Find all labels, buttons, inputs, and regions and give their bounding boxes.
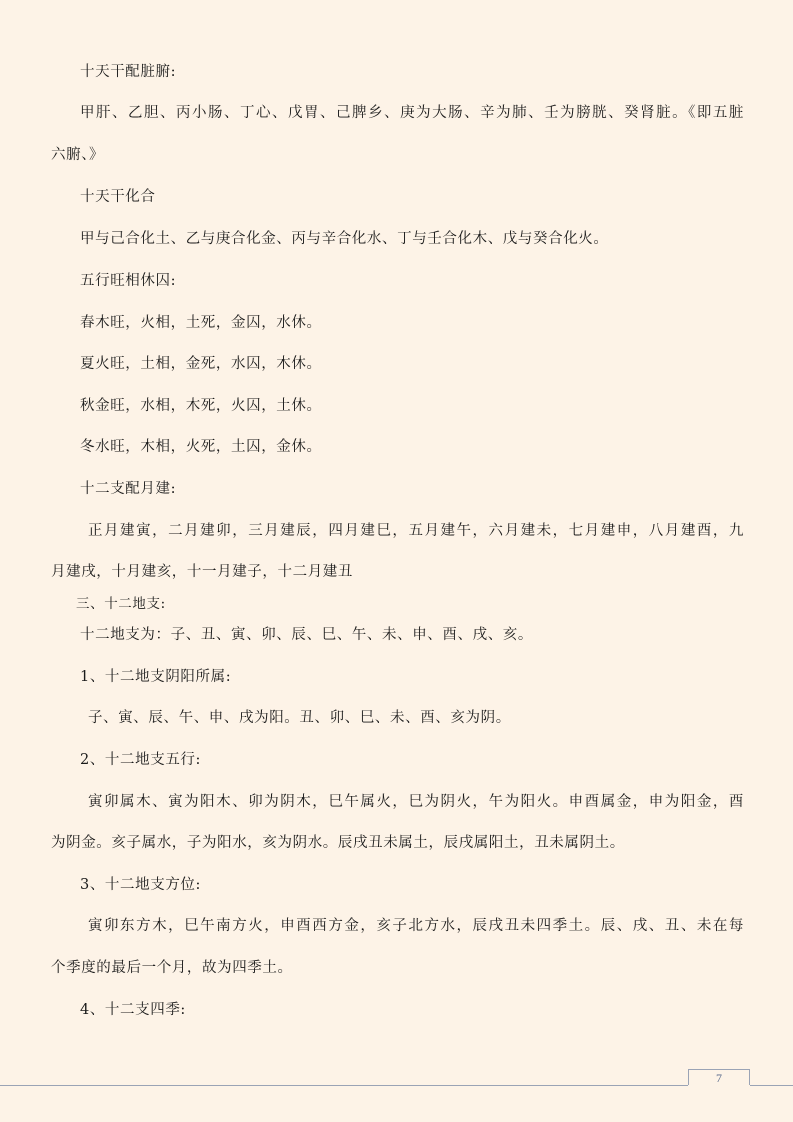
paragraph-branches-five-elements-line2: 为阴金。亥子属水，子为阳水，亥为阴水。辰戌丑未属土，辰戌属阳土，丑未属阴土。: [51, 835, 625, 851]
footer-rule-left: [0, 1085, 688, 1086]
heading-stems-organs: 十天干配脏腑:: [80, 64, 177, 80]
paragraph-winter: 冬水旺，木相，火死，土囚，金休。: [80, 439, 322, 455]
heading-branches-directions: 3、十二地支方位:: [80, 877, 202, 893]
paragraph-branches-yin-yang: 子、寅、辰、午、申、戌为阳。丑、卯、巳、未、酉、亥为阴。: [88, 710, 511, 726]
heading-stems-combination: 十天干化合: [80, 189, 156, 205]
paragraph-branches-months-line2: 月建戌，十月建亥，十一月建子，十二月建丑: [51, 564, 353, 580]
paragraph-autumn: 秋金旺，水相，木死，火囚，土休。: [80, 398, 322, 414]
paragraph-stems-combination: 甲与己合化土、乙与庚合化金、丙与辛合化水、丁与壬合化木、戊与癸合化火。: [80, 231, 609, 247]
paragraph-branches-months-line1: 正月建寅，二月建卯，三月建辰，四月建巳，五月建午，六月建未，七月建申，八月建酉，九: [88, 523, 744, 539]
paragraph-branches-five-elements-line1: 寅卯属木、寅为阳木、卯为阴木，巳午属火，巳为阴火，午为阳火。申酉属金，申为阳金，酉: [88, 794, 744, 810]
paragraph-branches-list: 十二地支为：子、丑、寅、卯、辰、巳、午、未、申、酉、戌、亥。: [80, 627, 533, 643]
paragraph-branches-directions-line2: 个季度的最后一个月，故为四季土。: [51, 960, 293, 976]
page-number: 7: [716, 1071, 722, 1085]
footer-rule-right: [750, 1085, 793, 1086]
paragraph-branches-directions-line1: 寅卯东方木，巳午南方火，申酉西方金，亥子北方水，辰戌丑未四季土。辰、戌、丑、未在每: [88, 918, 744, 934]
paragraph-spring: 春木旺，火相，土死，金囚，水休。: [80, 315, 322, 331]
paragraph-summer: 夏火旺，土相，金死，水囚，木休。: [80, 356, 322, 372]
heading-branches-months: 十二支配月建:: [80, 481, 177, 497]
paragraph-stems-organs-line1: 甲肝、乙胆、丙小肠、丁心、戊胃、己脾乡、庚为大肠、辛为肺、壬为膀胱、癸肾脏。《即五脏: [80, 105, 744, 121]
section-title-earthly-branches: 三、十二地支:: [76, 596, 166, 612]
paragraph-stems-organs-line2: 六腑、》: [51, 147, 105, 163]
heading-five-elements-seasons: 五行旺相休囚:: [80, 273, 177, 289]
heading-branches-yin-yang: 1、十二地支阴阳所属:: [80, 669, 232, 685]
heading-branches-five-elements: 2、十二地支五行:: [80, 752, 202, 768]
heading-branches-seasons: 4、十二支四季:: [80, 1002, 186, 1018]
